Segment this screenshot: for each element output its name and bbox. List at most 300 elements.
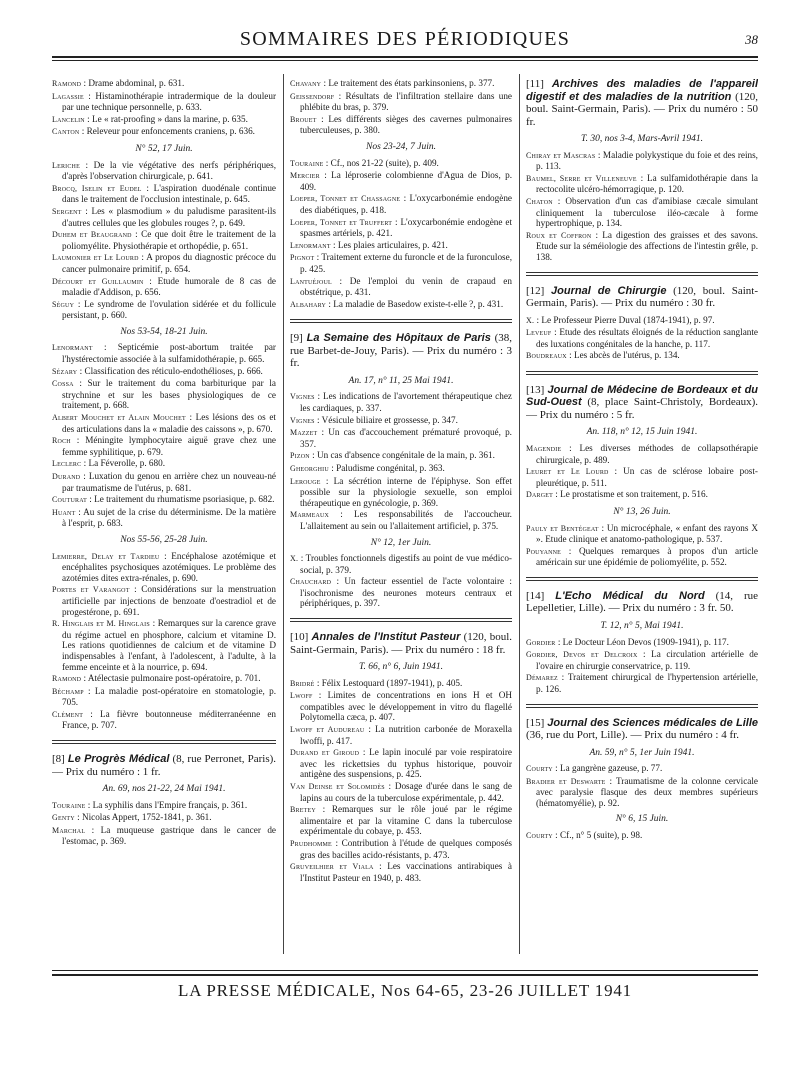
entry-author: Huant [52, 507, 76, 517]
journal-number: [14] [526, 589, 556, 602]
entry-list [526, 523, 758, 568]
issue-heading: An. 69, nos 21-22, 24 Mai 1941. [102, 784, 226, 795]
entry-title: Traumatisme de la colonne cervicale avec paralysie flasque des deux membres supérieurs (hématomyélie), p. 92. [536, 775, 758, 808]
entry-title: La digestion des graisses et des savons. Etude sur la séméiologie des affections de l'intestin grêle, p. 138. [536, 229, 758, 262]
entry-title: Classification des réticulo-endothélioses, p. 666. [84, 365, 263, 376]
article-entry: Sézary : Classification des réticulo-endothélioses, p. 666. [52, 365, 263, 376]
entry-title: Résultats de l'infiltration stellaire dans une phlébite du bras, p. 379. [300, 90, 512, 113]
entry-title: Les vaccinations antirabiques à l'Institut Pasteur en 1940, p. 483. [300, 861, 512, 883]
entry-author: Vignes [290, 392, 315, 402]
entry-title: Les « plasmodium » du paludisme parasitent-ils d'autres cellules que les globules rouges ?, p. 649. [62, 205, 276, 228]
entry-author: Chiray et Mascras [526, 150, 596, 160]
article-entry: Van Deinse et Solomidès : Dosage d'urée dans le sang de lapins au cours de la tuberculose expérimentale, p. 442. [290, 781, 512, 803]
article-entry: Lenormant : Septicémie post-abortum traitée par l'hystérectomie associée à la sulfamidothérapie, p. 665. [52, 342, 276, 365]
entry-title: Le traitement des états parkinsoniens, p. 377. [328, 78, 495, 88]
entry-author: Décourt et Guillaumin [52, 276, 144, 286]
entry-author: Lagassie [52, 91, 84, 101]
header-rule [52, 56, 758, 58]
entry-author: Bretey [290, 805, 316, 815]
article-entry: Darget : Le prostatisme et son traitement, p. 516. [526, 489, 708, 500]
article-entry: Lenormant : Les plaies articulaires, p. 421. [290, 239, 448, 250]
entry-title: Félix Lestoquard (1897-1941), p. 405. [321, 677, 463, 688]
issue-heading: N° 12, 1er Juin. [370, 537, 432, 548]
entry-list [52, 800, 276, 847]
article-entry: Leuret et Le Lourd : Un cas de sclérose lobaire post-pleurétique, p. 511. [526, 466, 758, 488]
journal-heading [52, 753, 276, 778]
article-entry: Canton : Releveur pour enfoncements craniens, p. 636. [52, 126, 255, 137]
footer-rule [52, 970, 758, 971]
article-entry: Lwoff : Limites de concentrations en ions H et OH compatibles avec le développement in vitro du flagellé Polytomella cæca, p. 407. [290, 690, 512, 723]
page-title: SOMMAIRES DES PÉRIODIQUES [239, 28, 571, 50]
entry-title: Histaminothérapie intradermique de la douleur par une technique personnelle, p. 633. [62, 90, 276, 113]
journal-heading [290, 631, 512, 656]
entry-list [290, 678, 512, 884]
entry-author: Baumel, Serre et Villeneuve [526, 173, 637, 183]
entry-author: Pizon [290, 451, 310, 461]
article-entry: Gheorghiu : Paludisme congénital, p. 363. [290, 462, 445, 473]
entry-author: Gruveilhier et Viala [290, 862, 374, 872]
article-entry: Gordier : Le Docteur Léon Devos (1909-1941), p. 117. [526, 636, 729, 647]
entry-title: Un cas d'absence congénitale de la main, p. 361. [316, 450, 495, 461]
entry-title: Le traitement du rhumatisme psoriasique, p. 682. [94, 494, 275, 505]
entry-title: Le lapin inoculé par voie respiratoire avec les rickettsies du typhus historique, pouvoir antigène des suspensions, p. 425. [300, 747, 512, 780]
entry-author: Prudhomme [290, 838, 332, 848]
entry-title: A propos du diagnostic précoce du cancer pulmonaire primitif, p. 654. [62, 252, 276, 274]
article-entry: Chavany : Le traitement des états parkinsoniens, p. 377. [290, 78, 495, 88]
entry-author: R. Hinglais et M. Hinglais [52, 619, 150, 629]
issue-heading: N° 6, 15 Juin. [615, 814, 669, 825]
entry-list [52, 342, 276, 529]
article-entry: Couturat : Le traitement du rhumatisme psoriasique, p. 682. [52, 494, 275, 505]
entry-author: Sézary [52, 366, 78, 376]
issue-heading: An. 118, n° 12, 15 Juin 1941. [586, 427, 698, 438]
entry-author: Lwoff et Audureau [290, 725, 365, 735]
entry-title: La syphilis dans l'Empire français, p. 361. [92, 799, 248, 810]
entry-title: Les abcès de l'utérus, p. 134. [573, 350, 680, 361]
article-entry: Cossa : Sur le traitement du coma barbiturique par la strychnine et sur les bases physiologiques de ce traitement, p. 668. [52, 378, 276, 411]
article-entry: X. : Le Professeur Pierre Duval (1874-1941), p. 97. [526, 314, 715, 325]
article-entry: Leveuf : Etude des résultats éloignés de la réduction sanglante des luxations congénitales de la hanche, p. 117. [526, 327, 758, 349]
entry-author: Vignes [290, 415, 315, 425]
entry-author: Albert Mouchet et Alain Mouchet [52, 413, 186, 423]
entry-list [290, 158, 512, 311]
journal-details: (38, rue Barbet-de-Jouy, Paris). — Prix du numéro : 3 fr. [290, 332, 512, 370]
entry-title: Atélectasie pulmonaire post-opératoire, p. 701. [87, 673, 261, 684]
entry-title: Méningite lymphocytaire aiguë grave chez une femme syphilitique, p. 679. [62, 435, 276, 457]
entry-author: Courty [526, 764, 553, 774]
article-entry: Chauchard : Un facteur essentiel de l'acte volontaire : l'isochronisme des neurones moteurs centraux et périphériques, p. 397. [290, 576, 512, 609]
journal-name: Journal des Sciences médicales de Lille [547, 716, 758, 729]
entry-list [526, 830, 758, 842]
entry-title: La gangrène gazeuse, p. 77. [560, 763, 663, 774]
article-entry: Magendie : Les diverses méthodes de collapsothérapie chirurgicale, p. 489. [526, 443, 758, 465]
journal-name: La Semaine des Hôpitaux de Paris [306, 332, 491, 345]
section-rule [526, 371, 758, 372]
entry-title: L'aspiration duodénale continue dans le traitement de l'occlusion intestinale, p. 645. [62, 182, 276, 205]
journal-details: (36, rue du Port, Lille). — Prix du numéro : 4 fr. [526, 729, 739, 741]
article-entry: Roch : Méningite lymphocytaire aiguë grave chez une femme syphilitique, p. 679. [52, 435, 276, 457]
article-entry: Marmeaux : Les responsabilités de l'accoucheur. L'allaitement au sein ou l'allaitement artificiel, p. 375. [290, 509, 512, 531]
entry-title: De l'emploi du venin de crapaud en obstétrique, p. 431. [300, 275, 512, 298]
entry-author: Magendie [526, 444, 562, 453]
section-rule [290, 621, 512, 622]
entry-title: Septicémie post-abortum traitée par l'hystérectomie associée à la sulfamidothérapie, p. 665. [62, 342, 276, 365]
journal-heading [526, 717, 758, 742]
entry-title: L'oxycarbonémie endogène des diabétiques, p. 418. [300, 193, 512, 215]
entry-title: La maladie post-opératoire en stomatologie, p. 705. [62, 685, 276, 708]
entry-title: Contribution à l'étude de quelques composés gras des bacilles acido-résistants, p. 473. [300, 837, 512, 860]
entry-title: Les diverses méthodes de collapsothérapie chirurgicale, p. 489. [536, 443, 758, 465]
entry-author: Van Deinse et Solomidès [290, 782, 385, 791]
journal-details: (120, boul. Saint-Germain, Paris). — Prix du numéro : 30 fr. [526, 284, 758, 310]
journal-number: [15] [526, 716, 548, 729]
article-entry: Lwoff et Audureau : La nutrition carbonée de Moraxella lwoffi, p. 417. [290, 724, 512, 746]
journal-number: [9] [290, 332, 307, 345]
article-entry: Pauly et Bentégeat : Un microcéphale, « enfant des rayons X ». Etude clinique et anatomo-pathologique, p. 537. [526, 522, 758, 545]
entry-author: Lemierre, Delay et Tardieu [52, 551, 160, 561]
entry-title: Le prostatisme et son traitement, p. 516. [560, 489, 708, 500]
journal-number: [13] [526, 383, 548, 396]
article-entry: Huant : Au sujet de la crise du déterminisme. De la matière à l'esprit, p. 683. [52, 506, 276, 529]
entry-author: Marchal [52, 825, 86, 835]
article-entry: Lantuéjoul : De l'emploi du venin de crapaud en obstétrique, p. 431. [290, 275, 512, 298]
article-entry: Décourt et Guillaumin : Etude humorale de 8 cas de maladie d'Addison, p. 656. [52, 275, 276, 298]
entry-title: De la vie végétative des nerfs périphériques, d'après l'observation chirurgicale, p. 641. [62, 159, 276, 182]
entry-author: Pouyanne [526, 546, 562, 556]
entry-title: Le Docteur Léon Devos (1909-1941), p. 117. [562, 636, 729, 647]
entry-author: Démarez [526, 673, 558, 683]
article-entry: Courty : Cf., n° 5 (suite), p. 98. [526, 830, 643, 841]
entry-list [290, 78, 512, 136]
entry-author: Bridré [290, 678, 315, 688]
page-footer [52, 970, 758, 1001]
article-entry: Lemierre, Delay et Tardieu : Encéphalose azotémique et encéphalites psychosiques azotémiques. Le problème des azotémies dites extra-rénales, p. 690. [52, 550, 276, 583]
article-entry: Baumel, Serre et Villeneuve : La sulfamidothérapie dans la rectocolite ulcéro-hémorragique, p. 120. [526, 172, 758, 195]
article-entry: Roux et Coffron : La digestion des graisses et des savons. Etude sur la séméiologie des affections de l'intestin grêle, p. 138. [526, 229, 758, 262]
entry-author: Leuret et Le Lourd [526, 467, 609, 477]
section-rule [290, 319, 512, 320]
article-entry: Bradier et Deswarte : Traumatisme de la colonne cervicale avec paralysie flasque des deux membres supérieurs (hématomyélie), p. 92. [526, 775, 758, 808]
article-entry: Pouyanne : Quelques remarques à propos d'un article américain sur une épidémie de poliomyélite, p. 552. [526, 545, 758, 568]
entry-list [526, 315, 758, 362]
issue-heading: Nos 53-54, 18-21 Juin. [120, 326, 208, 337]
entry-list [52, 551, 276, 732]
article-entry: Brocq, Iselin et Eudel : L'aspiration duodénale continue dans le traitement de l'occlusion intestinale, p. 645. [52, 182, 276, 205]
entry-title: Paludisme congénital, p. 363. [336, 462, 445, 473]
journal-details: (120, boul. Saint-Germain, Paris). — Prix du numéro : 18 fr. [290, 631, 512, 656]
entry-title: Observation d'un cas d'amibiase cæcale simulant cliniquement la tuberculose iléo-cæcale à forme hypertrophique, p. 134. [536, 195, 758, 229]
article-entry: Boudreaux : Les abcès de l'utérus, p. 134. [526, 350, 680, 361]
entry-author: Roch [52, 436, 71, 446]
journal-details: (8, rue Perronet, Paris). — Prix du numéro : 1 fr. [52, 753, 276, 778]
section-rule [526, 275, 758, 276]
journal-details: (120, boul. Saint-Germain, Paris). — Prix du numéro : 50 fr. [526, 90, 758, 128]
entry-author: Pauly et Bentégeat [526, 523, 599, 533]
entry-title: La sécrétion interne de l'épiphyse. Son effet possible sur la physiologie sexuelle, son emploi thérapeutique en gynécologie, p. 369. [300, 475, 512, 508]
entry-author: Cossa [52, 379, 74, 389]
entry-title: La sulfamidothérapie dans la rectocolite ulcéro-hémorragique, p. 120. [536, 172, 758, 195]
section-rule [526, 707, 758, 708]
footer-text: LA PRESSE MÉDICALE, Nos 64-65, 23-26 JUILLET 1941 [178, 981, 632, 1000]
entry-author: Mercier [290, 171, 320, 181]
section-rule [290, 322, 512, 323]
section-rule [290, 618, 512, 619]
entry-author: Gheorghiu [290, 463, 329, 473]
entry-list [52, 78, 276, 138]
article-entry: Loeper, Tonnet et Chassagne : L'oxycarbonémie endogène des diabétiques, p. 418. [290, 193, 512, 215]
entry-author: Bradier et Deswarte [526, 776, 606, 786]
entry-author: Loeper, Tonnet et Chassagne [290, 194, 401, 204]
article-entry: Albahary : La maladie de Basedow existe-t-elle ?, p. 431. [290, 298, 504, 309]
journal-heading [526, 78, 758, 128]
journal-name: Journal de Chirurgie [551, 284, 667, 297]
entry-author: Leriche [52, 160, 80, 170]
article-entry: Mercier : La léproserie colombienne d'Agua de Dios, p. 409. [290, 170, 512, 192]
entry-title: Nicolas Appert, 1752-1841, p. 361. [81, 812, 212, 823]
column-divider [519, 74, 520, 954]
section-rule [526, 374, 758, 375]
entry-author: Lancelin [52, 114, 85, 124]
entry-list [526, 150, 758, 263]
section-rule [526, 580, 758, 581]
article-entry: Albert Mouchet et Alain Mouchet : Les lésions des os et des articulations dans la « maladie des caissons », p. 670. [52, 412, 276, 434]
page-header [52, 26, 758, 56]
entry-title: Le « rat-proofing » dans la marine, p. 635. [91, 113, 248, 124]
header-rule-thin [52, 60, 758, 61]
article-entry: Geissendorf : Résultats de l'infiltration stellaire dans une phlébite du bras, p. 379. [290, 90, 512, 113]
entry-title: La léproserie colombienne d'Agua de Dios, p. 409. [300, 170, 512, 192]
entry-title: Cf., nos 21-22 (suite), p. 409. [330, 157, 439, 168]
entry-title: Releveur pour enfoncements craniens, p. 636. [86, 126, 255, 137]
entry-title: Les plaies articulaires, p. 421. [337, 239, 448, 250]
entry-author: Lwoff [290, 691, 313, 701]
article-entry: Leclerc : La Féverolle, p. 680. [52, 458, 165, 469]
entry-title: Considérations sur la menstruation artificielle par injections de benzoate d'oestradiol et de progestérone, p. 691. [62, 584, 276, 617]
column-1 [52, 78, 276, 958]
journal-number: [12] [526, 284, 552, 297]
article-entry: Mazzet : Un cas d'accouchement prématuré provoqué, p. 357. [290, 427, 512, 449]
entry-title: Traitement chirurgical de l'hypertension artérielle, p. 126. [536, 672, 758, 694]
entry-author: Brocq, Iselin et Eudel [52, 183, 142, 193]
section-rule [526, 577, 758, 578]
entry-title: Au sujet de la crise du déterminisme. De la matière à l'esprit, p. 683. [62, 506, 276, 529]
article-entry: Séguy : Le syndrome de l'ovulation sidérée et du follicule persistant, p. 660. [52, 298, 276, 321]
entry-list [290, 553, 512, 609]
entry-title: Remarques sur le rôle joué par le régime alimentaire et par la vitamine C dans la tuberculose expérimentale du cobaye, p. 453. [300, 804, 512, 837]
journal-heading [290, 332, 512, 370]
entry-title: Les indications de l'avortement thérapeutique chez les cardiaques, p. 337. [300, 391, 512, 413]
entry-title: Luxation du genou en arrière chez un nouveau-né par traumatisme de l'utérus, p. 681. [62, 471, 276, 493]
entry-title: Limites de concentrations en ions H et OH compatibles avec le développement in vitro du flagellé Polytomella cæca, p. 407. [300, 690, 512, 723]
article-entry: Pizon : Un cas d'absence congénitale de la main, p. 361. [290, 450, 495, 461]
entry-title: Dosage d'urée dans le sang de lapins au cours de la tuberculose expérimentale, p. 442. [300, 781, 512, 803]
footer-rule-thick [52, 974, 758, 976]
entry-author: Touraine [290, 158, 324, 168]
issue-heading: Nos 23-24, 7 Juin. [366, 141, 436, 152]
article-entry: Gordier, Devos et Delcroix : La circulation artérielle de l'ovaire en chirurgie conservatrice, p. 119. [526, 649, 758, 671]
article-entry: Portes et Varangot : Considérations sur la menstruation artificielle par injections de benzoate d'oestradiol et de progestérone, p. 691. [52, 584, 276, 617]
article-entry: X. : Troubles fonctionnels digestifs au point de vue médico-social, p. 379. [290, 553, 512, 575]
entry-author: Roux et Coffron [526, 230, 592, 240]
entry-title: Un facteur essentiel de l'acte volontaire : l'isochronisme des neurones moteurs centraux et périphériques, p. 397. [300, 576, 512, 609]
entry-author: Chauchard [290, 577, 332, 587]
entry-title: Quelques remarques à propos d'un article américain sur une épidémie de poliomyélite, p. 552. [536, 545, 758, 568]
entry-author: Lenormant [290, 240, 331, 250]
entry-author: Portes et Varangot [52, 585, 130, 595]
entry-author: Couturat [52, 495, 87, 505]
journal-name: L'Echo Médical du Nord [555, 589, 705, 602]
article-entry: Bretey : Remarques sur le rôle joué par le régime alimentaire et par la vitamine C dans la tuberculose expérimentale du cobaye, p. 453. [290, 804, 512, 837]
article-entry: Durand et Giroud : Le lapin inoculé par voie respiratoire avec les rickettsies du typhus historique, pouvoir antigène des suspensions, p. 425. [290, 747, 512, 780]
entry-list [52, 160, 276, 321]
entry-title: Les différents sièges des cavernes pulmonaires tuberculeuses, p. 380. [300, 113, 512, 136]
article-entry: Lancelin : Le « rat-proofing » dans la marine, p. 635. [52, 113, 248, 124]
issue-heading: T. 66, n° 6, Juin 1941. [358, 662, 444, 673]
issue-heading: N° 52, 17 Juin. [135, 143, 193, 154]
entry-title: Un microcéphale, « enfant des rayons X ». Etude clinique et anatomo-pathologique, p. 537. [536, 522, 758, 545]
journal-details: (14, rue Lepelletier, Lille). — Prix du numéro : 3 fr. 50. [526, 589, 758, 615]
entry-author: X. [290, 554, 299, 564]
article-entry: Touraine : Cf., nos 21-22 (suite), p. 409. [290, 157, 439, 168]
entry-title: Ce que doit être le traitement de la poliomyélite. Physiothérapie et orthopédie, p. 651. [62, 229, 276, 251]
issue-heading: An. 59, n° 5, 1er Juin 1941. [589, 747, 695, 758]
article-entry: Loeper, Tonnet et Truffert : L'oxycarbonémie endogène et spasmes artériels, p. 421. [290, 216, 512, 239]
entry-author: X. [526, 315, 535, 325]
entry-title: Vésicule biliaire et grossesse, p. 347. [321, 414, 458, 425]
entry-author: Loeper, Tonnet et Truffert [290, 217, 393, 227]
entry-author: Gordier [526, 637, 556, 647]
article-entry: Gruveilhier et Viala : Les vaccinations antirabiques à l'Institut Pasteur en 1940, p. 483. [290, 861, 512, 883]
entry-title: Troubles fonctionnels digestifs au point de vue médico-social, p. 379. [300, 553, 512, 575]
entry-title: Drame abdominal, p. 631. [88, 78, 185, 88]
article-entry: Bridré : Félix Lestoquard (1897-1941), p. 405. [290, 677, 463, 688]
entry-list [526, 637, 758, 695]
entry-author: Marmeaux [290, 510, 330, 520]
section-rule [52, 740, 276, 741]
entry-title: La muqueuse gastrique dans le cancer de l'estomac, p. 369. [62, 824, 276, 847]
article-entry: Ramond : Atélectasie pulmonaire post-opératoire, p. 701. [52, 673, 261, 684]
article-entry: Duhem et Beaugrand : Ce que doit être le traitement de la poliomyélite. Physiothérapie et orthopédie, p. 651. [52, 229, 276, 251]
journal-heading [526, 590, 758, 615]
entry-author: Séguy [52, 299, 75, 309]
article-entry: Courty : La gangrène gazeuse, p. 77. [526, 763, 663, 774]
journal-heading [526, 384, 758, 422]
article-entry: Touraine : La syphilis dans l'Empire français, p. 361. [52, 799, 248, 810]
entry-author: Durand [52, 472, 81, 481]
entry-author: Chaton [526, 196, 553, 206]
section-rule [526, 704, 758, 705]
journal-number: [8] [52, 753, 68, 766]
section-rule [526, 272, 758, 273]
entry-title: Maladie polykystique du foie et des reins, p. 113. [536, 149, 758, 172]
entry-title: La circulation artérielle de l'ovaire en chirurgie conservatrice, p. 119. [536, 649, 758, 671]
journal-number: [10] [290, 631, 312, 644]
article-entry: Pignot : Traitement externe du furoncle et de la furonculose, p. 425. [290, 252, 512, 274]
entry-title: La maladie de Basedow existe-t-elle ?, p. 431. [333, 298, 504, 309]
entry-author: Canton [52, 127, 80, 137]
entry-author: Béchamp [52, 686, 84, 696]
entry-author: Sergent [52, 206, 82, 216]
entry-title: La Féverolle, p. 680. [88, 458, 165, 469]
article-entry: Lerouge : La sécrétion interne de l'épiphyse. Son effet possible sur la physiologie sexuelle, son emploi thérapeutique en gynécologie, p. 369. [290, 475, 512, 508]
journal-details: (8, place Saint-Christoly, Bordeaux). — Prix du numéro : 5 fr. [526, 396, 758, 421]
journal-name: Le Progrès Médical [67, 753, 170, 766]
entry-title: La fièvre boutonneuse méditerranéenne en France, p. 707. [62, 708, 276, 731]
article-entry: Laumonier et Le Lourd : A propos du diagnostic précoce du cancer pulmonaire primitif, p. 654. [52, 252, 276, 274]
entry-author: Clément [52, 709, 84, 719]
section-rule [52, 743, 276, 744]
entry-title: Les responsabilités de l'accoucheur. L'allaitement au sein ou l'allaitement artificiel, p. 375. [300, 509, 512, 531]
journal-number: [11] [526, 78, 552, 90]
entry-author: Courty [526, 831, 553, 841]
column-divider [283, 74, 284, 954]
entry-author: Lerouge [290, 476, 321, 486]
entry-title: Un cas de sclérose lobaire post-pleurétique, p. 511. [536, 466, 758, 488]
journal-name: Annales de l'Institut Pasteur [311, 631, 461, 644]
issue-heading: T. 12, n° 5, Mai 1941. [600, 620, 684, 631]
issue-heading: T. 30, nos 3-4, Mars-Avril 1941. [580, 134, 703, 144]
issue-heading: N° 13, 26 Juin. [613, 506, 671, 517]
entry-title: Cf., n° 5 (suite), p. 98. [560, 830, 643, 841]
article-entry: Marchal : La muqueuse gastrique dans le cancer de l'estomac, p. 369. [52, 824, 276, 847]
entry-title: La nutrition carbonée de Moraxella lwoffi, p. 417. [300, 724, 512, 746]
entry-author: Ramond [52, 79, 82, 88]
entry-title: Sur le traitement du coma barbiturique par la strychnine et sur les bases physiologiques de ce traitement, p. 668. [62, 378, 276, 411]
column-2 [290, 78, 512, 958]
entry-author: Leveuf [526, 328, 552, 338]
entry-author: Chavany [290, 79, 322, 88]
article-entry: R. Hinglais et M. Hinglais : Remarques sur la carence grave du régime actuel en phosphore, calcium et vitamine D. Les rations quotidiennes de calcium et de vitamine D indispensables à l'enfant, à l'adolescent, à l'adulte, à la femme enceinte et à la nourrice, p. 694. [52, 618, 276, 672]
entry-author: Boudreaux [526, 351, 567, 361]
article-entry: Ramond : Drame abdominal, p. 631. [52, 78, 185, 88]
entry-author: Mazzet [290, 428, 318, 438]
entry-title: Le Professeur Pierre Duval (1874-1941), p. 97. [541, 314, 715, 325]
entry-author: Brouet [290, 114, 317, 124]
entry-list [526, 443, 758, 501]
journal-heading [526, 285, 758, 310]
article-entry: Durand : Luxation du genou en arrière chez un nouveau-né par traumatisme de l'utérus, p. 681. [52, 471, 276, 493]
article-entry: Vignes : Les indications de l'avortement thérapeutique chez les cardiaques, p. 337. [290, 391, 512, 413]
page-number: 38 [745, 32, 758, 47]
article-entry: Clément : La fièvre boutonneuse méditerranéenne en France, p. 707. [52, 708, 276, 731]
article-entry: Leriche : De la vie végétative des nerfs périphériques, d'après l'observation chirurgicale, p. 641. [52, 159, 276, 182]
article-entry: Prudhomme : Contribution à l'étude de quelques composés gras des bacilles acido-résistants, p. 473. [290, 837, 512, 860]
entry-author: Leclerc [52, 459, 82, 469]
entry-author: Pignot [290, 253, 315, 263]
entry-title: L'oxycarbonémie endogène et spasmes artériels, p. 421. [300, 216, 512, 239]
article-entry: Béchamp : La maladie post-opératoire en stomatologie, p. 705. [52, 685, 276, 708]
article-entry: Démarez : Traitement chirurgical de l'hypertension artérielle, p. 126. [526, 672, 758, 694]
entry-title: Le syndrome de l'ovulation sidérée et du follicule persistant, p. 660. [62, 298, 276, 321]
entry-author: Durand et Giroud [290, 748, 360, 758]
article-entry: Lagassie : Histaminothérapie intradermique de la douleur par une technique personnelle, p. 633. [52, 90, 276, 113]
entry-list [526, 763, 758, 808]
journal-name: Archives des maladies de l'appareil digestif et des maladies de la nutrition [526, 78, 758, 103]
article-entry: Brouet : Les différents sièges des cavernes pulmonaires tuberculeuses, p. 380. [290, 113, 512, 136]
article-entry: Chaton : Observation d'un cas d'amibiase cæcale simulant cliniquement la tuberculose iléo-cæcale à forme hypertrophique, p. 134. [526, 195, 758, 229]
entry-author: Lenormant [52, 343, 93, 353]
entry-author: Ramond [52, 674, 82, 684]
entry-author: Genty [52, 813, 75, 823]
journal-name: Journal de Médecine de Bordeaux et du Sud-Ouest [526, 383, 758, 409]
issue-heading: An. 17, n° 11, 25 Mai 1941. [348, 375, 454, 386]
entry-list [290, 391, 512, 531]
entry-author: Geissendorf [290, 91, 335, 101]
entry-title: Traitement externe du furoncle et de la furonculose, p. 425. [300, 252, 512, 274]
article-entry: Sergent : Les « plasmodium » du paludisme parasitent-ils d'autres cellules que les globules rouges ?, p. 649. [52, 205, 276, 228]
entry-title: Etude humorale de 8 cas de maladie d'Addison, p. 656. [62, 275, 276, 298]
entry-author: Gordier, Devos et Delcroix [526, 650, 638, 660]
